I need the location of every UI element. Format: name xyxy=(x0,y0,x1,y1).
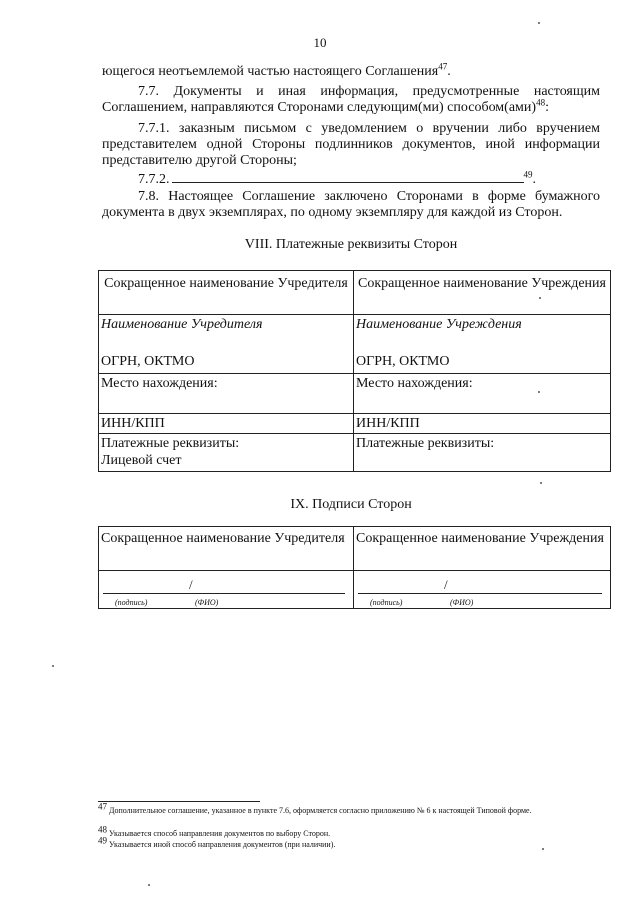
paragraph-7-7 xyxy=(102,84,600,116)
paragraph-label: 7.7.2. xyxy=(138,172,170,187)
signature-line xyxy=(358,577,602,594)
section-8-title: VIII. Платежные реквизиты Сторон xyxy=(244,237,458,252)
signature-cell-institution xyxy=(354,571,611,609)
footnote-ref-49: 49 xyxy=(523,169,533,180)
paragraph-text: ющегося неотъемлемой частью настоящего Соглашения xyxy=(102,64,439,79)
scan-speck xyxy=(148,884,150,886)
signature-cell-founder xyxy=(99,571,354,609)
payment-cell-founder xyxy=(99,434,354,472)
table-row xyxy=(99,315,611,374)
paragraph-tail: . xyxy=(532,172,536,187)
signature-slash: / xyxy=(444,577,448,592)
table-row xyxy=(99,374,611,414)
name-cell-founder xyxy=(99,315,354,374)
paragraph-7-8 xyxy=(102,189,600,221)
footnote-separator xyxy=(98,801,260,802)
signature-line xyxy=(103,577,345,594)
footnote-text: Указывается способ направления документов по выбору Сторон. xyxy=(109,829,331,838)
page-number: 10 xyxy=(313,35,327,50)
table-row xyxy=(99,527,611,571)
footnote-text: Дополнительное соглашение, указанное в пункте 7.6, оформляется согласно приложению № 6 к настоящей Типовой форме. xyxy=(109,806,532,815)
table-row xyxy=(99,434,611,472)
table-row xyxy=(99,571,611,609)
institution-location: Место нахождения: xyxy=(354,374,611,414)
caption-signature: (подпись) xyxy=(370,598,403,607)
header-institution: Сокращенное наименование Учреждения xyxy=(354,271,611,315)
founder-ogrn: ОГРН, ОКТМО xyxy=(101,354,195,369)
founder-payment: Платежные реквизиты: xyxy=(101,436,240,451)
institution-payment: Платежные реквизиты: xyxy=(354,434,611,472)
signature-slash: / xyxy=(189,577,193,592)
scan-speck xyxy=(538,22,540,24)
scan-speck xyxy=(540,482,542,484)
footnote-number: 49 xyxy=(98,835,107,846)
paragraph-continuation xyxy=(102,61,600,80)
paragraph-text: 7.7.1. заказным письмом с уведомлением о вручении либо вручением представителем одной Стороны подлинников документов, иной информации представителю другой Стороны; xyxy=(102,121,600,168)
footnote-47 xyxy=(98,801,600,816)
scan-speck xyxy=(538,391,540,393)
paragraph-tail: . xyxy=(447,64,451,79)
paragraph-tail: : xyxy=(545,100,549,115)
footnote-ref-48: 48 xyxy=(536,97,546,108)
institution-ogrn: ОГРН, ОКТМО xyxy=(356,354,450,369)
section-9-title: IX. Подписи Сторон xyxy=(290,497,412,512)
header-founder: Сокращенное наименование Учредителя xyxy=(99,271,354,315)
caption-full-name: (ФИО) xyxy=(195,598,219,607)
paragraph-7-7-1 xyxy=(102,121,600,169)
footnote-ref-47: 47 xyxy=(438,61,448,72)
table-row xyxy=(99,271,611,315)
scan-speck xyxy=(539,297,541,299)
footnote-number: 48 xyxy=(98,824,107,835)
caption-full-name: (ФИО) xyxy=(450,598,474,607)
footnote-49 xyxy=(98,835,600,850)
payment-details-table xyxy=(98,270,611,472)
founder-account: Лицевой счет xyxy=(101,453,182,468)
signature-captions xyxy=(358,594,606,606)
paragraph-text: 7.7. Документы и иная информация, предусмотренные настоящим Соглашением, направляются Сторонами следующим(ми) способом(ами) xyxy=(102,84,600,115)
signature-captions xyxy=(103,594,349,606)
founder-inn: ИНН/КПП xyxy=(99,414,354,434)
paragraph-7-7-2 xyxy=(102,171,600,188)
footnote-text: Указывается иной способ направления документов (при наличии). xyxy=(109,840,336,849)
caption-signature: (подпись) xyxy=(115,598,148,607)
sig-header-founder: Сокращенное наименование Учредителя xyxy=(99,527,354,571)
footnote-48 xyxy=(98,824,600,839)
institution-name: Наименование Учреждения xyxy=(356,317,522,332)
table-row xyxy=(99,414,611,434)
footnote-number: 47 xyxy=(98,801,107,812)
sig-header-institution: Сокращенное наименование Учреждения xyxy=(354,527,611,571)
founder-name: Наименование Учредителя xyxy=(101,317,263,332)
signatures-table xyxy=(98,526,611,609)
founder-location: Место нахождения: xyxy=(99,374,354,414)
blank-fill-line xyxy=(172,171,524,183)
scan-speck xyxy=(542,848,544,850)
institution-inn: ИНН/КПП xyxy=(354,414,611,434)
name-cell-institution xyxy=(354,315,611,374)
scan-speck xyxy=(52,665,54,667)
paragraph-text: 7.8. Настоящее Соглашение заключено Сторонами в форме бумажного документа в двух экземплярах, по одному экземпляру для каждой из Сторон. xyxy=(102,189,600,220)
